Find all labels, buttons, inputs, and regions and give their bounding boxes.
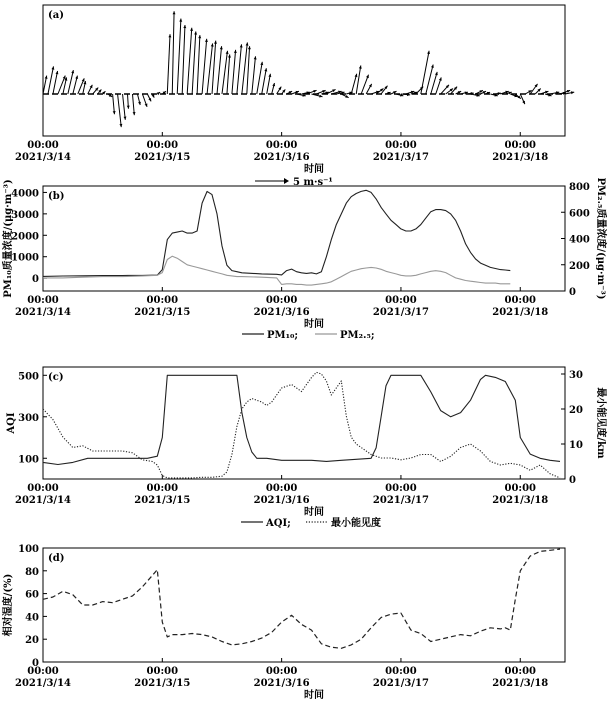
wind-vector-head xyxy=(205,39,208,42)
x-tick-label: 00:00 xyxy=(385,666,417,677)
wind-vector-head xyxy=(228,54,231,57)
wind-vector xyxy=(252,56,256,94)
wind-vector-head xyxy=(133,112,136,115)
wind-vector xyxy=(267,74,271,94)
y-right-tick-label: 20 xyxy=(569,405,583,416)
wind-vector xyxy=(212,41,216,94)
x-tick-label: 2021/3/16 xyxy=(253,495,310,506)
series-line xyxy=(43,190,510,276)
wind-vector-head xyxy=(194,31,197,34)
y-axis-title: 相对湿度/(%) xyxy=(3,573,14,637)
y-tick-label: 4000 xyxy=(11,188,39,200)
x-axis-title: 时间 xyxy=(304,319,324,330)
panel-a xyxy=(15,5,574,188)
y-tick-label: 3000 xyxy=(11,209,39,221)
wind-vector xyxy=(192,31,196,94)
x-tick-label: 00:00 xyxy=(27,483,59,494)
wind-vector xyxy=(132,94,134,115)
y-axis-title: AQI xyxy=(6,412,17,434)
x-tick-label: 2021/3/16 xyxy=(253,678,310,689)
x-tick-label: 2021/3/17 xyxy=(372,495,429,506)
y-tick-label: 0 xyxy=(32,274,39,286)
wind-vector xyxy=(48,66,54,94)
wind-vector xyxy=(227,54,230,94)
legend-label: 最小能见度 xyxy=(331,518,381,529)
x-axis-title: 时间 xyxy=(304,690,324,701)
x-tick-label: 2021/3/18 xyxy=(492,495,549,506)
panel-d xyxy=(1,544,565,701)
y-tick-label: 40 xyxy=(25,612,39,624)
y-tick-label: 500 xyxy=(18,371,39,383)
x-tick-label: 00:00 xyxy=(27,295,59,306)
x-tick-label: 2021/3/14 xyxy=(14,307,72,318)
x-tick-label: 2021/3/17 xyxy=(372,152,429,163)
y-tick-label: 20 xyxy=(25,635,39,647)
x-tick-label: 2021/3/18 xyxy=(492,152,549,163)
plot-frame xyxy=(43,367,565,479)
y-tick-label: 1000 xyxy=(11,252,39,264)
wind-vector xyxy=(257,62,263,94)
wind-vector xyxy=(207,43,213,94)
x-tick-label: 00:00 xyxy=(146,483,179,494)
x-tick-label: 2021/3/16 xyxy=(253,152,310,163)
wind-vector xyxy=(202,39,207,94)
plot-frame xyxy=(43,5,565,136)
x-tick-label: 00:00 xyxy=(265,666,298,677)
x-tick-label: 00:00 xyxy=(265,483,298,494)
wind-vector xyxy=(247,46,250,94)
wind-vector xyxy=(356,65,361,94)
panel-b xyxy=(1,178,608,341)
y-tick-label: 100 xyxy=(18,544,39,555)
y-right-tick-label: 10 xyxy=(569,440,583,451)
wind-vector xyxy=(232,50,236,94)
wind-vector-head xyxy=(240,44,243,47)
y-tick-label: 300 xyxy=(18,412,39,424)
x-tick-label: 00:00 xyxy=(146,666,179,677)
wind-vector xyxy=(68,70,74,94)
wind-vector-head xyxy=(214,41,217,44)
x-tick-label: 2021/3/15 xyxy=(134,307,191,318)
x-tick-label: 00:00 xyxy=(146,140,179,151)
y-tick-label: 2000 xyxy=(11,231,39,243)
x-tick-label: 2021/3/15 xyxy=(134,495,191,506)
wind-vector-head xyxy=(173,11,176,14)
x-tick-label: 2021/3/14 xyxy=(14,495,72,506)
x-tick-label: 00:00 xyxy=(385,483,417,494)
wind-vector xyxy=(217,46,222,94)
wind-vector-head xyxy=(248,46,251,49)
series-line xyxy=(43,372,560,478)
wind-vector xyxy=(262,68,267,94)
x-tick-label: 00:00 xyxy=(27,666,59,677)
wind-vector xyxy=(53,71,58,94)
x-tick-label: 00:00 xyxy=(385,140,417,151)
wind-vector xyxy=(187,28,192,94)
x-tick-label: 00:00 xyxy=(504,483,537,494)
wind-vector-head xyxy=(198,35,201,38)
panel-c xyxy=(6,367,608,529)
x-tick-label: 2021/3/15 xyxy=(134,678,191,689)
wind-vector xyxy=(172,11,174,94)
legend-label: PM₁₀; xyxy=(267,330,299,341)
wind-vector-head xyxy=(313,90,316,93)
wind-vector xyxy=(182,25,185,94)
wind-vector xyxy=(197,35,200,94)
x-tick-label: 2021/3/14 xyxy=(14,678,72,689)
y-right-tick-label: 0 xyxy=(569,287,576,298)
wind-vector xyxy=(118,94,122,127)
wind-vector-head xyxy=(234,50,237,53)
panel-label: (b) xyxy=(48,191,65,202)
y-right-tick-label: 0 xyxy=(569,475,576,486)
y-tick-label: 80 xyxy=(25,566,39,578)
y-right-tick-label: 200 xyxy=(569,260,590,272)
y-tick-label: 100 xyxy=(18,454,39,466)
wind-vector-head xyxy=(545,91,548,94)
series-line xyxy=(43,256,510,285)
scale-arrow-head xyxy=(284,178,289,184)
wind-vector-head xyxy=(567,90,570,93)
wind-vector-head xyxy=(168,34,171,37)
x-tick-label: 00:00 xyxy=(504,295,537,306)
wind-vector-head xyxy=(439,77,442,80)
wind-vector-head xyxy=(179,19,182,22)
x-tick-label: 2021/3/17 xyxy=(372,307,429,318)
x-axis-title: 时间 xyxy=(304,164,324,175)
wind-vector-head xyxy=(113,111,116,114)
wind-vector xyxy=(351,74,357,94)
wind-vector xyxy=(237,44,242,94)
y-right-axis-title: 最小能见度/km xyxy=(595,387,606,459)
x-tick-label: 2021/3/18 xyxy=(492,307,549,318)
plot-frame xyxy=(43,548,565,662)
y-right-tick-label: 400 xyxy=(569,234,590,246)
y-tick-label: 0 xyxy=(32,658,39,669)
wind-vector xyxy=(222,51,228,94)
x-tick-label: 00:00 xyxy=(504,666,537,677)
y-right-axis-title: PM₂.₅质量浓度/(μg·m⁻³) xyxy=(595,177,606,300)
wind-vector xyxy=(177,19,181,94)
wind-vector xyxy=(123,94,126,120)
scale-label: 5 m·s⁻¹ xyxy=(293,177,333,188)
y-right-tick-label: 600 xyxy=(569,208,590,220)
legend-label: AQI; xyxy=(266,518,291,529)
x-tick-label: 2021/3/18 xyxy=(492,678,549,689)
wind-vector-head xyxy=(190,28,193,31)
y-axis-title: PM₁₀质量浓度/(μg·m⁻³) xyxy=(3,179,14,298)
x-tick-label: 00:00 xyxy=(504,140,537,151)
panel-label: (c) xyxy=(48,372,64,383)
wind-vector xyxy=(167,34,170,94)
x-tick-label: 00:00 xyxy=(265,295,298,306)
wind-vector-head xyxy=(183,25,186,28)
series-line xyxy=(43,549,560,648)
y-right-tick-label: 30 xyxy=(569,370,583,381)
x-tick-label: 2021/3/14 xyxy=(14,152,72,163)
wind-vector xyxy=(431,72,437,94)
x-tick-label: 00:00 xyxy=(27,140,59,151)
legend-label: PM₂.₅; xyxy=(340,330,375,341)
panel-label: (a) xyxy=(48,10,64,21)
wind-vector-head xyxy=(127,106,130,109)
x-tick-label: 2021/3/17 xyxy=(372,678,429,689)
wind-vector-head xyxy=(145,103,148,106)
wind-vector xyxy=(242,42,248,94)
x-axis-title: 时间 xyxy=(304,507,324,518)
y-right-tick-label: 800 xyxy=(569,182,590,193)
x-tick-label: 00:00 xyxy=(146,295,179,306)
x-tick-label: 00:00 xyxy=(265,140,298,151)
panel-label: (d) xyxy=(48,553,65,564)
y-tick-label: 60 xyxy=(25,589,39,601)
x-tick-label: 2021/3/16 xyxy=(253,307,310,318)
x-tick-label: 00:00 xyxy=(385,295,417,306)
x-tick-label: 2021/3/15 xyxy=(134,152,191,163)
